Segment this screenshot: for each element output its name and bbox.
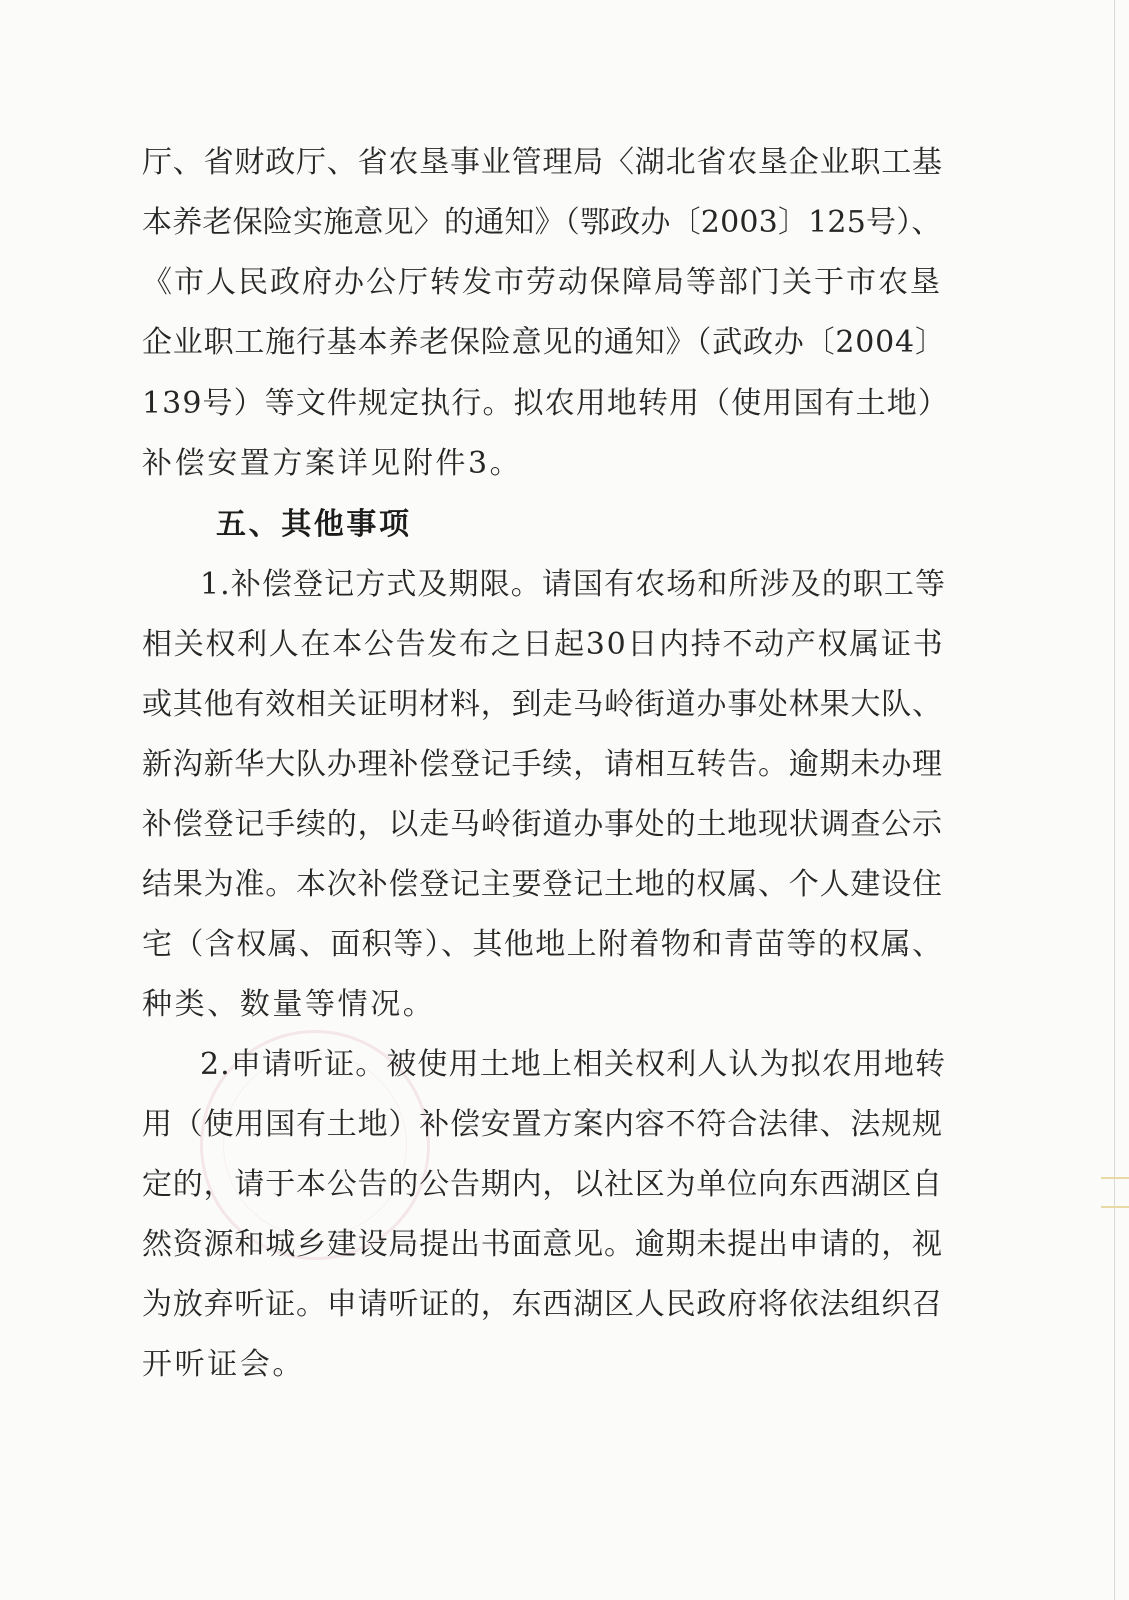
body-line: 结果为准。本次补偿登记主要登记土地的权属、个人建设住 [142,867,943,902]
body-line: 2.申请听证。被使用土地上相关权利人认为拟农用地转 [200,1047,947,1082]
body-line: 开听证会。 [142,1347,305,1382]
body-line: 相关权利人在本公告发布之日起30日内持不动产权属证书 [142,627,945,662]
section-heading: 五、其他事项 [216,507,412,542]
body-line: 补偿登记手续的，以走马岭街道办事处的土地现状调查公示 [142,807,943,842]
body-line: 厅、省财政厅、省农垦事业管理局〈湖北省农垦企业职工基 [142,145,943,180]
body-line: 定的，请于本公告的公告期内，以社区为单位向东西湖区自 [142,1167,943,1202]
body-line: 1.补偿登记方式及期限。请国有农场和所涉及的职工等 [200,567,947,602]
body-line: 本养老保险实施意见〉的通知》（鄂政办〔2003〕125号）、 [142,205,942,240]
body-line: 《市人民政府办公厅转发市劳动保障局等部门关于市农垦 [142,265,942,300]
body-line: 然资源和城乡建设局提出书面意见。逾期未提出申请的，视 [142,1227,943,1262]
body-line: 用（使用国有土地）补偿安置方案内容不符合法律、法规规 [142,1107,943,1142]
body-line: 或其他有效相关证明材料，到走马岭街道办事处林果大队、 [142,687,943,722]
body-line: 新沟新华大队办理补偿登记手续，请相互转告。逾期未办理 [142,747,943,782]
body-line: 种类、数量等情况。 [142,987,436,1022]
page-edge [1114,0,1115,1600]
body-line: 为放弃听证。申请听证的，东西湖区人民政府将依法组织召 [142,1287,943,1322]
body-line: 宅（含权属、面积等）、其他地上附着物和青苗等的权属、 [142,927,944,962]
body-line: 139号）等文件规定执行。拟农用地转用（使用国有土地） [142,386,949,421]
body-line: 补偿安置方案详见附件3。 [142,446,523,481]
edge-mark [1101,1206,1129,1208]
body-line: 企业职工施行基本养老保险意见的通知》（武政办〔2004〕 [142,325,946,360]
edge-mark [1101,1177,1129,1179]
